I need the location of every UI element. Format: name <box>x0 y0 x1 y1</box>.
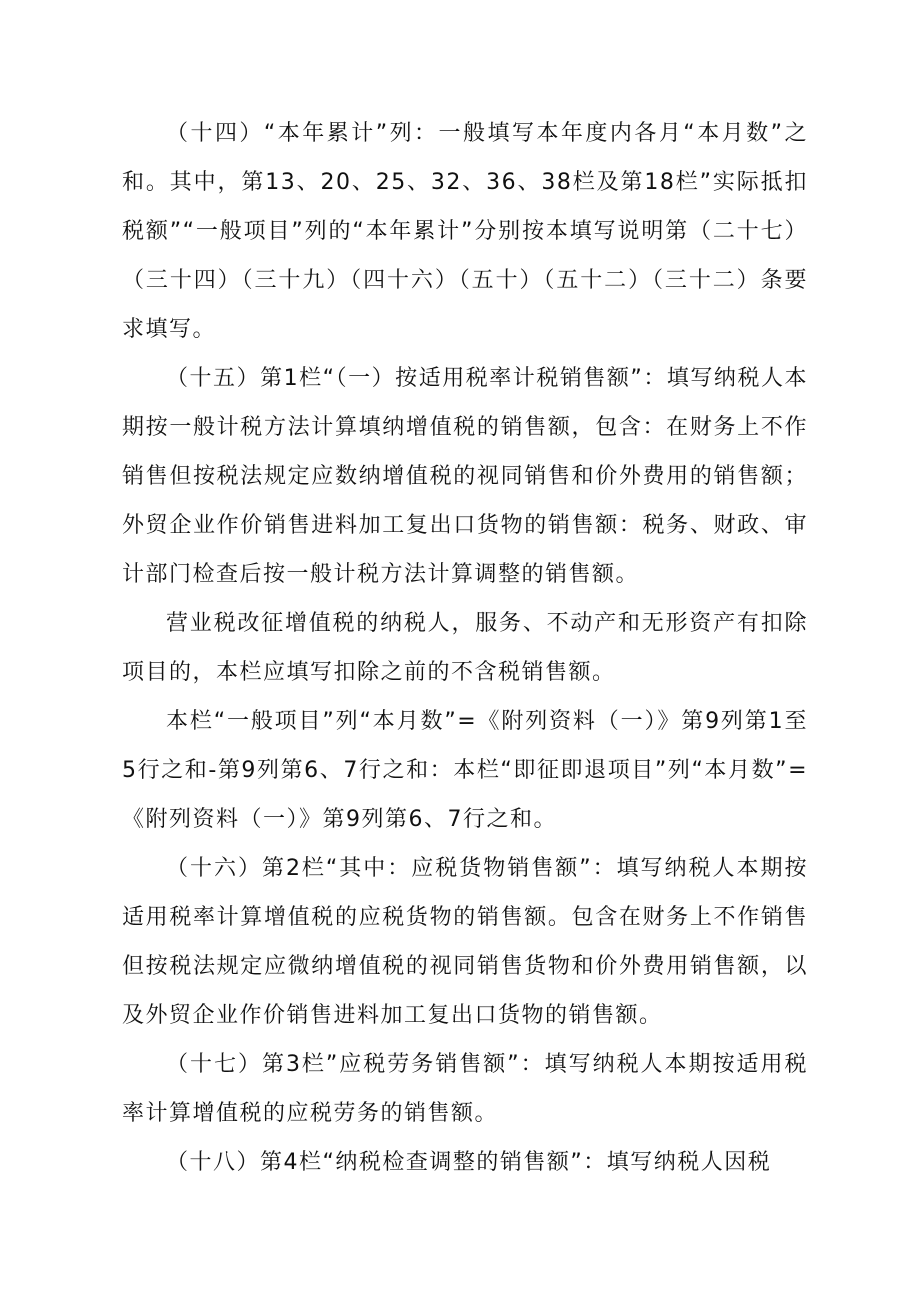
paragraph-14: （十四）“本年累计”列：一般填写本年度内各月“本月数”之和。其中，第13、20、25、32、36、38栏及第18栏”实际抵扣税额”“一般项目”列的“本年累计”分别按本填写说明第（二十七）（三十四）（三十九）（四十六）（五十）（五十二）（三十二）条要求填写。 <box>122 121 808 342</box>
paragraph-17: （十七）第3栏”应税劳务销售额”：填写纳税人本期按适用税率计算增值税的应税劳务的销售额。 <box>122 1052 808 1126</box>
document-body <box>122 109 808 1187</box>
paragraph-15-note: 营业税改征增值税的纳税人，服务、不动产和无形资产有扣除项目的，本栏应填写扣除之前的不含税销售额。 <box>122 611 808 685</box>
paragraph-18: （十八）第4栏“纳税检查调整的销售额”：填写纳税人因税 <box>166 1150 772 1175</box>
paragraph-15: （十五）第1栏“（一）按适用税率计税销售额”：填写纳税人本期按一般计税方法计算填纳增值税的销售额，包含：在财务上不作销售但按税法规定应数纳增值税的视同销售和价外费用的销售额；外贸企业作价销售进料加工复出口货物的销售额：税务、财政、审计部门检查后按一般计税方法计算调整的销售额。 <box>122 366 808 587</box>
paragraph-16: （十六）第2栏“其中：应税货物销售额”：填写纳税人本期按适用税率计算增值税的应税货物的销售额。包含在财务上不作销售但按税法规定应微纳增值税的视同销售货物和价外费用销售额，以及外贸企业作价销售进料加工复出口货物的销售额。 <box>122 856 808 1028</box>
paragraph-15-formula: 本栏“一般项目”列“本月数”=《附列资料（一）》第9列第1至5行之和-第9列第6、7行之和：本栏“即征即退项目”列“本月数”=《附列资料（一）》第9列第6、7行之和。 <box>122 709 808 832</box>
